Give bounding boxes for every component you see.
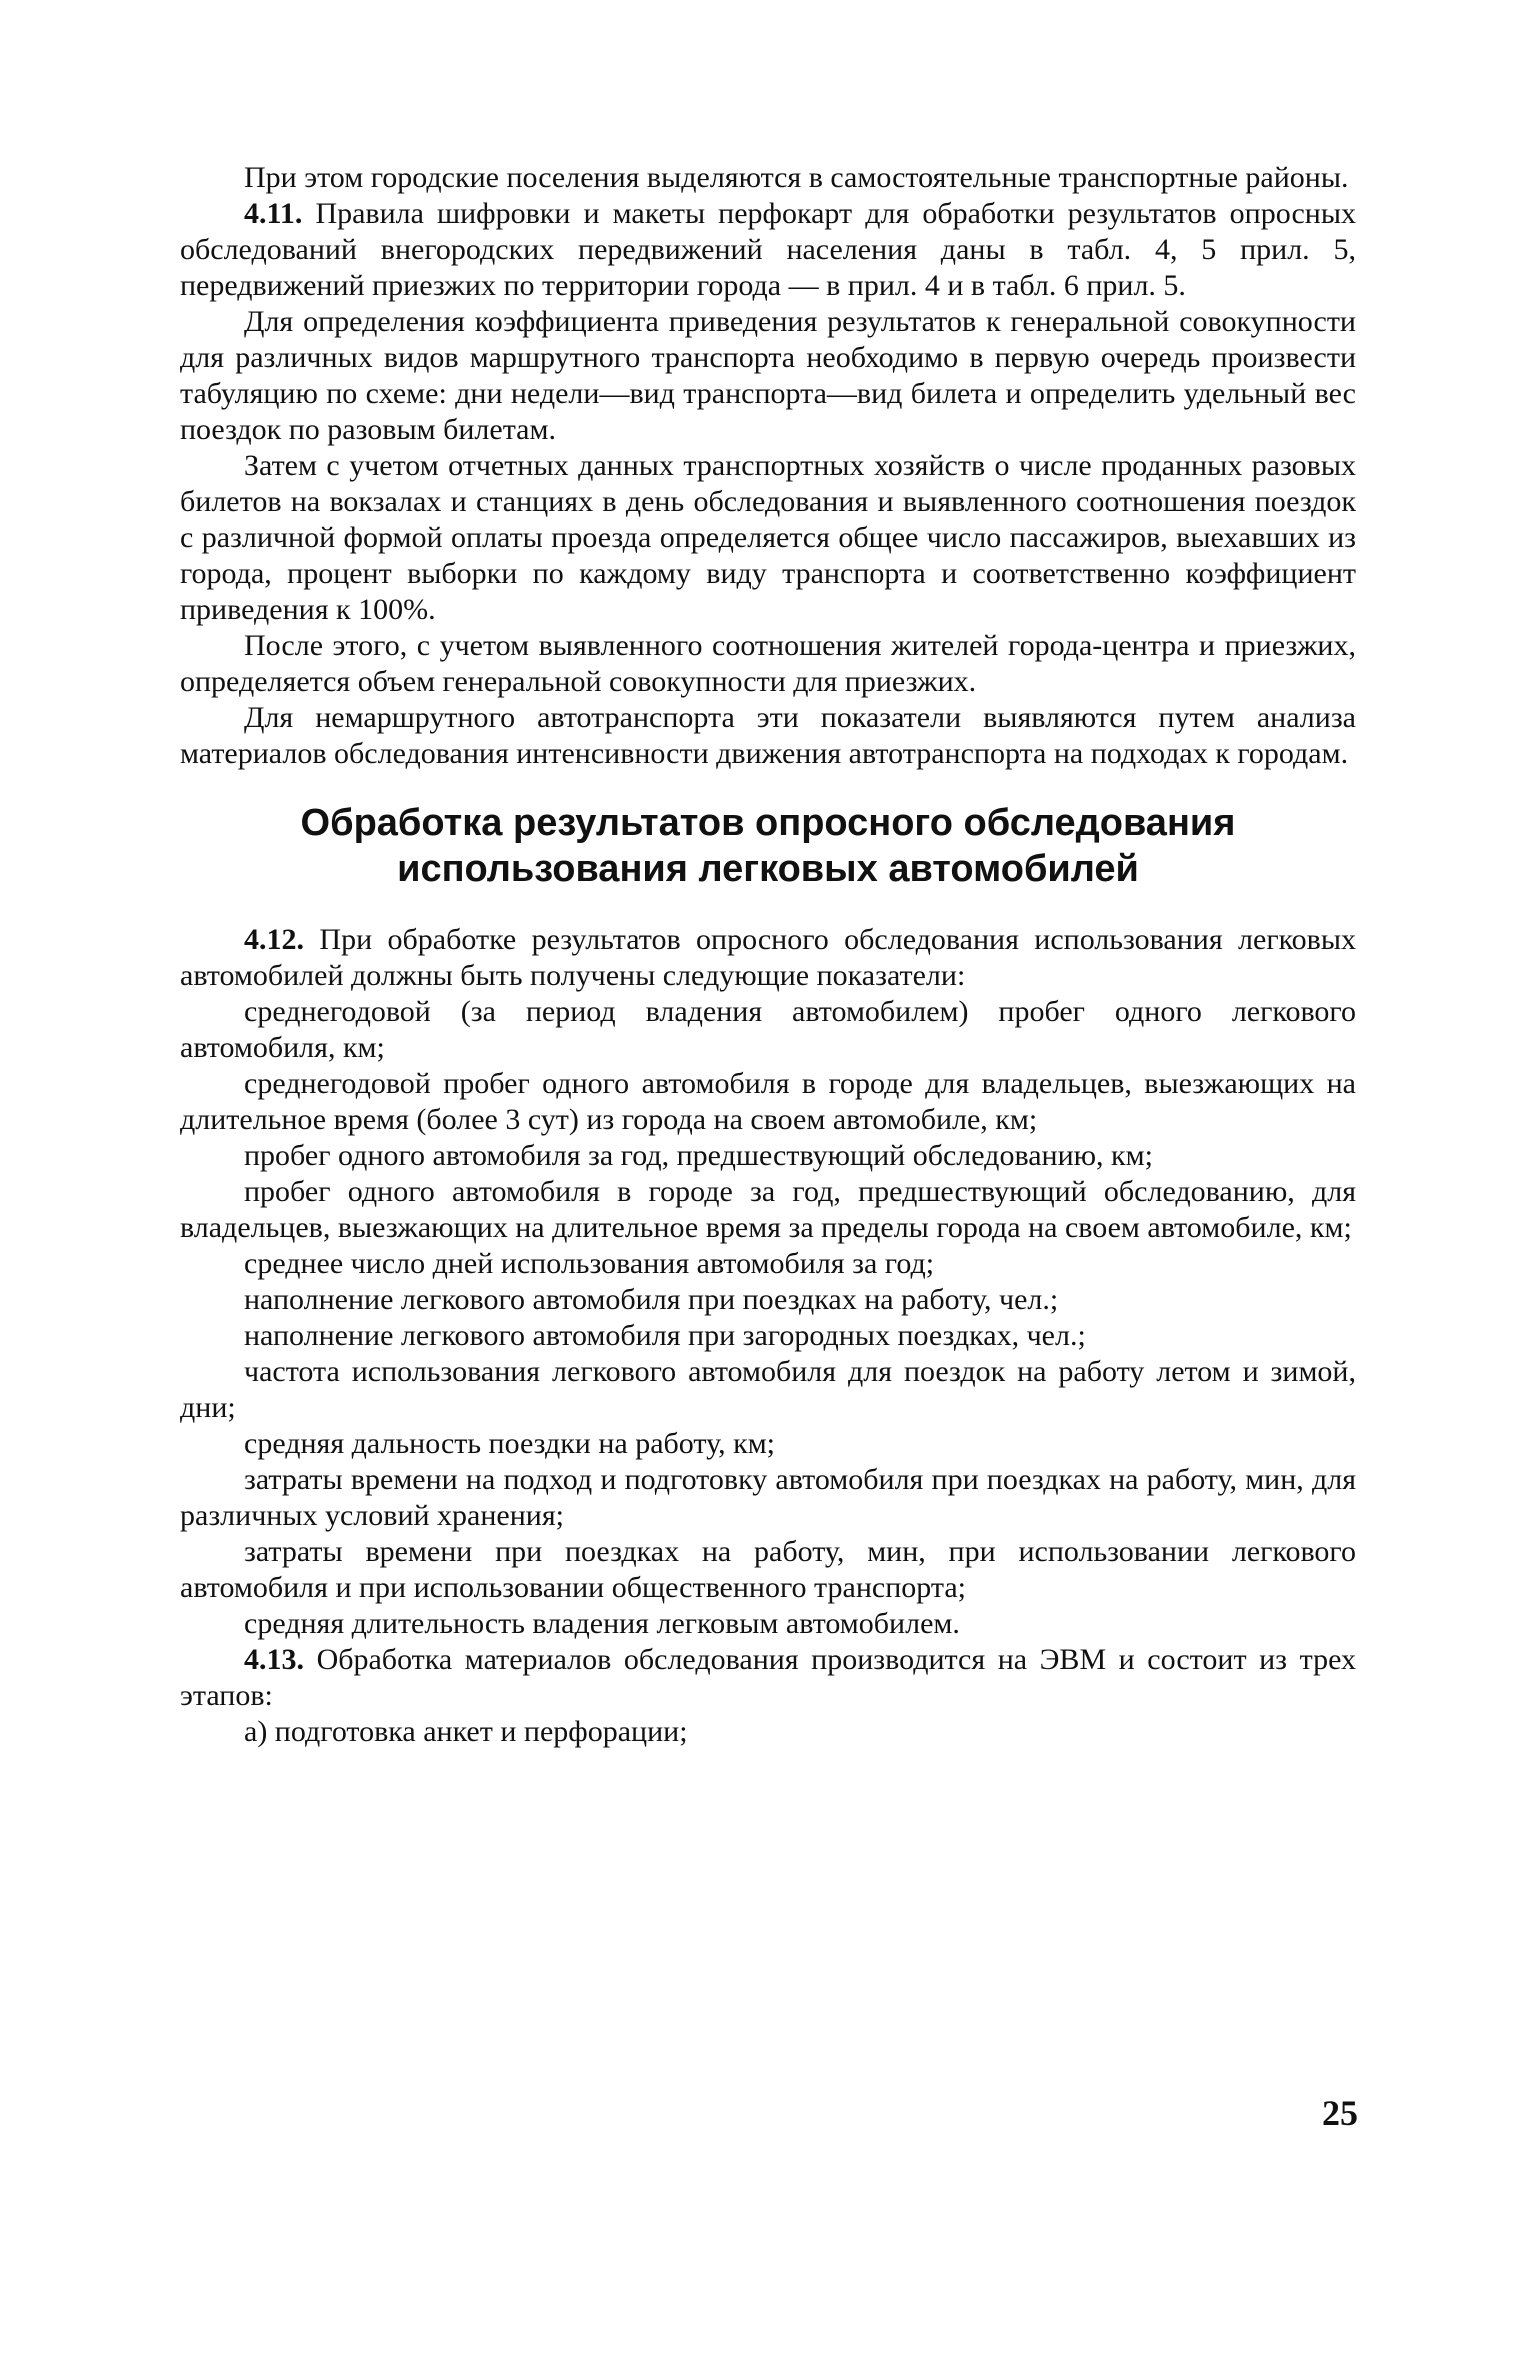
document-page [180,160,1356,1750]
indicator-item: частота использования легкового автомобиля для поездок на работу летом и зимой, дни; [180,1355,1356,1424]
indicator-item: наполнение легкового автомобиля при поездках на работу, чел.; [244,1283,1059,1316]
indicator-item: средняя длительность владения легковым автомобилем. [244,1607,960,1640]
paragraph-visitors: После этого, с учетом выявленного соотношения жителей города-центра и приезжих, определяется объем генеральной совокупности для приезжих. [180,629,1356,698]
indicator-item: наполнение легкового автомобиля при загородных поездках, чел.; [244,1319,1086,1352]
section-heading: Обработка результатов опросного обследования использования легковых автомобилей [300,802,1236,890]
section-number-4-13: 4.13. [244,1643,304,1676]
paragraph-transport-districts: При этом городские поселения выделяются в самостоятельные транспортные районы. [244,161,1349,194]
paragraph-4-12-text: При обработке результатов опросного обследования использования легковых автомобилей должны быть получены следующие показатели: [180,923,1356,992]
paragraph-4-13-text: Обработка материалов обследования производится на ЭВМ и состоит из трех этапов: [180,1643,1356,1712]
paragraph-4-11-text: Правила шифровки и макеты перфокарт для обработки результатов опросных обследований внегородских передвижений населения даны в табл. 4, 5 прил. 5, передвижений приезжих по территории города — в прил. 4 и в табл. 6 прил. 5. [180,197,1356,302]
paragraph-non-route-transport: Для немаршрутного автотранспорта эти показатели выявляются путем анализа материалов обследования интенсивности движения автотранспорта на подходах к городам. [180,701,1356,770]
indicator-item: средняя дальность поездки на работу, км; [244,1427,776,1460]
paragraph-4-12 [180,922,1356,994]
paragraph-tickets: Затем с учетом отчетных данных транспортных хозяйств о числе проданных разовых билетов на вокзалах и станциях в день обследования и выявленного соотношения поездок с различной формой оплаты проезда определяется общее число пассажиров, выехавших из города, процент выборки по каждому виду транспорта и соответственно коэффициент приведения к 100%. [180,449,1356,626]
stage-a-item: а) подготовка анкет и перфорации; [244,1715,688,1748]
indicator-item: среднее число дней использования автомобиля за год; [244,1247,935,1280]
indicator-item: пробег одного автомобиля в городе за год, предшествующий обследованию, для владельцев, выезжающих на длительное время за пределы города на своем автомобиле, км; [180,1175,1356,1244]
indicator-item: затраты времени на подход и подготовку автомобиля при поездках на работу, мин, для различных условий хранения; [180,1463,1356,1532]
indicator-item: пробег одного автомобиля за год, предшествующий обследованию, км; [244,1139,1153,1172]
indicator-item: среднегодовой пробег одного автомобиля в городе для владельцев, выезжающих на длительное время (более 3 сут) из города на своем автомобиле, км; [180,1067,1356,1136]
paragraph-coefficient: Для определения коэффициента приведения результатов к генеральной совокупности для различных видов маршрутного транспорта необходимо в первую очередь произвести табуляцию по схеме: дни недели—вид транспорта—вид билета и определить удельный вес поездок по разовым билетам. [180,305,1356,446]
page-number: 25 [1322,2093,1358,2133]
paragraph-4-13 [180,1642,1356,1714]
paragraph-4-11 [180,196,1356,304]
indicator-item: среднегодовой (за период владения автомобилем) пробег одного легкового автомобиля, км; [180,995,1356,1064]
section-number-4-11: 4.11. [244,197,303,230]
section-number-4-12: 4.12. [244,923,304,956]
indicator-item: затраты времени при поездках на работу, мин, при использовании легкового автомобиля и при использовании общественного транспорта; [180,1535,1356,1604]
